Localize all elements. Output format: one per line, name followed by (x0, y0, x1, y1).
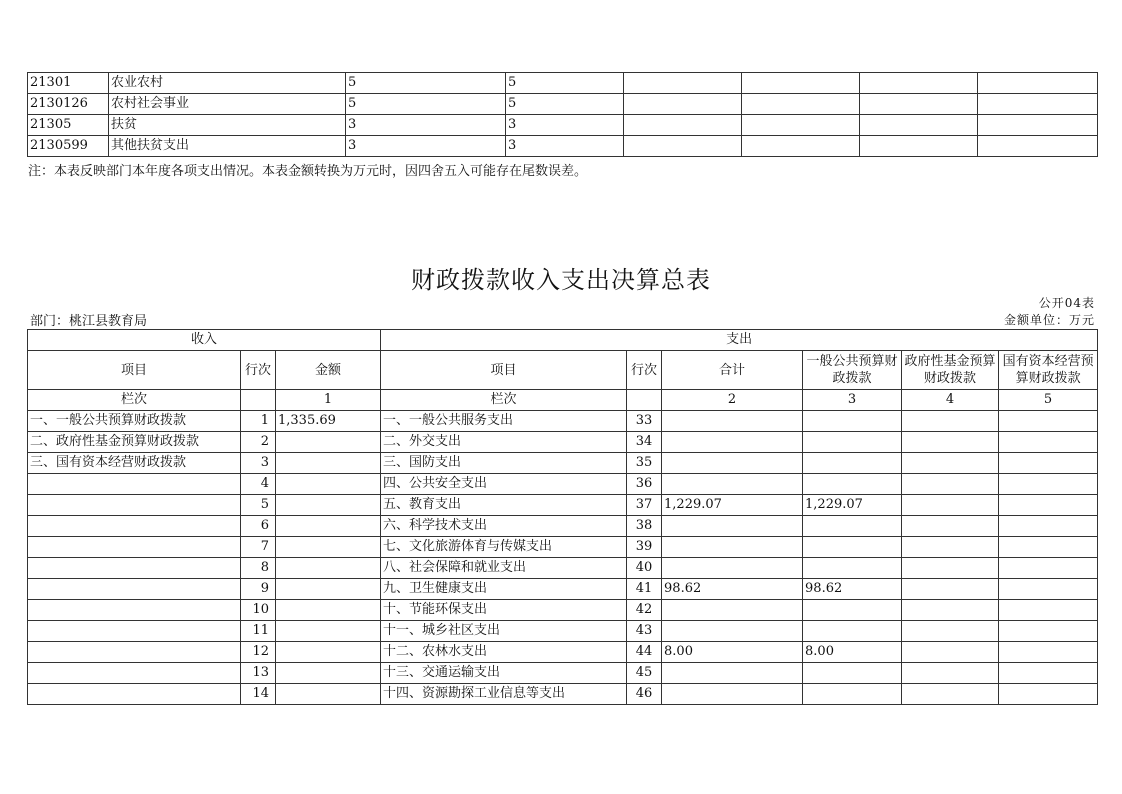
row-empty (860, 115, 978, 136)
expense-item: 九、卫生健康支出 (381, 579, 627, 600)
income-item (28, 621, 241, 642)
expense-state-capital (999, 474, 1098, 495)
income-amount (276, 663, 381, 684)
row-empty (624, 136, 742, 157)
expense-general-budget: 1,229.07 (803, 495, 902, 516)
table-row (28, 621, 1098, 642)
fiscal-summary-table (27, 329, 1098, 705)
row-name: 扶贫 (109, 115, 346, 136)
col-income-line: 行次 (241, 351, 276, 390)
expense-item: 十三、交通运输支出 (381, 663, 627, 684)
income-amount: 1,335.69 (276, 411, 381, 432)
col-general-budget: 一般公共预算财政拨款 (803, 351, 902, 390)
expense-gov-fund (902, 432, 999, 453)
lanci-3: 3 (803, 390, 902, 411)
table-row (28, 558, 1098, 579)
expense-line: 43 (627, 621, 662, 642)
expense-state-capital (999, 684, 1098, 705)
income-item (28, 600, 241, 621)
expense-gov-fund (902, 621, 999, 642)
income-item (28, 474, 241, 495)
lanci-4: 4 (902, 390, 999, 411)
row-empty (978, 136, 1098, 157)
expense-item: 六、科学技术支出 (381, 516, 627, 537)
expense-state-capital (999, 579, 1098, 600)
expense-gov-fund (902, 558, 999, 579)
row-value-1: 3 (346, 136, 506, 157)
row-name: 农业农村 (109, 73, 346, 94)
page-title: 财政拨款收入支出决算总表 (411, 266, 711, 294)
expense-line: 45 (627, 663, 662, 684)
row-value-1: 5 (346, 94, 506, 115)
income-amount (276, 495, 381, 516)
lanci-empty (627, 390, 662, 411)
expense-total: 1,229.07 (662, 495, 803, 516)
table-row (28, 411, 1098, 432)
expense-total (662, 453, 803, 474)
table-row (28, 136, 1098, 157)
income-line: 9 (241, 579, 276, 600)
expense-general-budget (803, 621, 902, 642)
expense-item: 一、一般公共服务支出 (381, 411, 627, 432)
row-empty (860, 94, 978, 115)
table-row (28, 474, 1098, 495)
expense-line: 35 (627, 453, 662, 474)
row-name: 农村社会事业 (109, 94, 346, 115)
expense-detail-table (27, 72, 1098, 157)
expense-gov-fund (902, 579, 999, 600)
income-line: 7 (241, 537, 276, 558)
expense-state-capital (999, 621, 1098, 642)
table-row (28, 579, 1098, 600)
income-amount (276, 642, 381, 663)
expense-general-budget: 8.00 (803, 642, 902, 663)
expense-state-capital (999, 600, 1098, 621)
income-line: 14 (241, 684, 276, 705)
expense-general-budget (803, 516, 902, 537)
expense-total (662, 432, 803, 453)
expense-line: 38 (627, 516, 662, 537)
table-row (28, 432, 1098, 453)
expense-total (662, 558, 803, 579)
row-empty (742, 136, 860, 157)
row-value-2: 5 (506, 73, 624, 94)
expense-general-budget (803, 600, 902, 621)
expense-item: 十二、农林水支出 (381, 642, 627, 663)
income-amount (276, 453, 381, 474)
column-header-row (28, 351, 1098, 390)
income-line: 4 (241, 474, 276, 495)
expense-total (662, 411, 803, 432)
expense-total (662, 474, 803, 495)
row-code: 21305 (28, 115, 109, 136)
income-item (28, 558, 241, 579)
expense-general-budget (803, 432, 902, 453)
expense-state-capital (999, 495, 1098, 516)
income-amount (276, 537, 381, 558)
expense-state-capital (999, 432, 1098, 453)
col-expense-line: 行次 (627, 351, 662, 390)
income-item (28, 537, 241, 558)
expense-gov-fund (902, 453, 999, 474)
expense-total (662, 621, 803, 642)
table-row (28, 537, 1098, 558)
income-item (28, 579, 241, 600)
expense-header: 支出 (381, 330, 1098, 351)
lanci-empty (241, 390, 276, 411)
expense-gov-fund (902, 411, 999, 432)
table-row (28, 516, 1098, 537)
expense-state-capital (999, 537, 1098, 558)
income-amount (276, 600, 381, 621)
income-amount (276, 516, 381, 537)
expense-general-budget (803, 558, 902, 579)
lanci-row (28, 390, 1098, 411)
income-item (28, 663, 241, 684)
expense-line: 42 (627, 600, 662, 621)
row-empty (978, 94, 1098, 115)
row-value-1: 5 (346, 73, 506, 94)
expense-item: 四、公共安全支出 (381, 474, 627, 495)
expense-line: 39 (627, 537, 662, 558)
table-row (28, 642, 1098, 663)
income-amount (276, 474, 381, 495)
income-line: 3 (241, 453, 276, 474)
expense-line: 33 (627, 411, 662, 432)
expense-total (662, 516, 803, 537)
expense-line: 36 (627, 474, 662, 495)
expense-item: 七、文化旅游体育与传媒支出 (381, 537, 627, 558)
income-line: 8 (241, 558, 276, 579)
income-item: 二、政府性基金预算财政拨款 (28, 432, 241, 453)
expense-gov-fund (902, 495, 999, 516)
row-value-2: 3 (506, 115, 624, 136)
table-row (28, 73, 1098, 94)
table-row (28, 115, 1098, 136)
table-note: 注：本表反映部门本年度各项支出情况。本表金额转换为万元时，因四舍五入可能存在尾数误差。 (28, 164, 588, 179)
income-line: 11 (241, 621, 276, 642)
expense-general-budget (803, 411, 902, 432)
income-header: 收入 (28, 330, 381, 351)
table-row (28, 684, 1098, 705)
income-amount (276, 621, 381, 642)
expense-total (662, 600, 803, 621)
expense-item: 十四、资源勘探工业信息等支出 (381, 684, 627, 705)
income-line: 5 (241, 495, 276, 516)
expense-general-budget (803, 474, 902, 495)
income-amount (276, 432, 381, 453)
expense-total: 8.00 (662, 642, 803, 663)
table-row (28, 453, 1098, 474)
expense-state-capital (999, 516, 1098, 537)
income-amount (276, 684, 381, 705)
row-value-1: 3 (346, 115, 506, 136)
row-empty (742, 73, 860, 94)
expense-general-budget (803, 537, 902, 558)
expense-item: 八、社会保障和就业支出 (381, 558, 627, 579)
row-empty (860, 73, 978, 94)
expense-general-budget (803, 453, 902, 474)
expense-gov-fund (902, 663, 999, 684)
table-row (28, 600, 1098, 621)
expense-total (662, 684, 803, 705)
expense-general-budget (803, 663, 902, 684)
col-income-amount: 金额 (276, 351, 381, 390)
expense-state-capital (999, 411, 1098, 432)
row-empty (978, 115, 1098, 136)
income-line: 1 (241, 411, 276, 432)
expense-line: 46 (627, 684, 662, 705)
income-item (28, 684, 241, 705)
expense-total (662, 663, 803, 684)
expense-gov-fund (902, 684, 999, 705)
expense-state-capital (999, 453, 1098, 474)
row-empty (742, 94, 860, 115)
income-line: 10 (241, 600, 276, 621)
income-amount (276, 558, 381, 579)
row-empty (860, 136, 978, 157)
expense-general-budget: 98.62 (803, 579, 902, 600)
row-empty (978, 73, 1098, 94)
row-code: 2130126 (28, 94, 109, 115)
income-item (28, 642, 241, 663)
amount-unit-label: 金额单位：万元 (1003, 313, 1095, 327)
col-income-item: 项目 (28, 351, 241, 390)
expense-line: 40 (627, 558, 662, 579)
expense-item: 十、节能环保支出 (381, 600, 627, 621)
income-line: 6 (241, 516, 276, 537)
section-header-row (28, 330, 1098, 351)
row-empty (624, 94, 742, 115)
expense-item: 三、国防支出 (381, 453, 627, 474)
row-code: 21301 (28, 73, 109, 94)
table-row (28, 495, 1098, 516)
expense-gov-fund (902, 600, 999, 621)
expense-state-capital (999, 558, 1098, 579)
row-name: 其他扶贫支出 (109, 136, 346, 157)
expense-gov-fund (902, 642, 999, 663)
income-item (28, 495, 241, 516)
income-item: 三、国有资本经营财政拨款 (28, 453, 241, 474)
expense-state-capital (999, 663, 1098, 684)
expense-line: 37 (627, 495, 662, 516)
col-total: 合计 (662, 351, 803, 390)
expense-line: 34 (627, 432, 662, 453)
department-label: 部门：桃江县教育局 (30, 314, 148, 329)
expense-item: 二、外交支出 (381, 432, 627, 453)
lanci-5: 5 (999, 390, 1098, 411)
expense-item: 五、教育支出 (381, 495, 627, 516)
income-amount (276, 579, 381, 600)
col-expense-item: 项目 (381, 351, 627, 390)
expense-item: 十一、城乡社区支出 (381, 621, 627, 642)
expense-total (662, 537, 803, 558)
expense-gov-fund (902, 474, 999, 495)
expense-line: 41 (627, 579, 662, 600)
income-line: 13 (241, 663, 276, 684)
expense-line: 44 (627, 642, 662, 663)
income-item: 一、一般公共预算财政拨款 (28, 411, 241, 432)
lanci-1: 1 (276, 390, 381, 411)
row-empty (624, 115, 742, 136)
col-gov-fund: 政府性基金预算财政拨款 (902, 351, 999, 390)
table-row (28, 94, 1098, 115)
lanci-exp-label: 栏次 (381, 390, 627, 411)
table-row (28, 663, 1098, 684)
form-code: 公开04表 (1038, 296, 1095, 310)
expense-state-capital (999, 642, 1098, 663)
expense-gov-fund (902, 516, 999, 537)
expense-total: 98.62 (662, 579, 803, 600)
expense-general-budget (803, 684, 902, 705)
lanci-2: 2 (662, 390, 803, 411)
col-state-capital: 国有资本经营预算财政拨款 (999, 351, 1098, 390)
expense-gov-fund (902, 537, 999, 558)
row-empty (742, 115, 860, 136)
income-line: 2 (241, 432, 276, 453)
income-item (28, 516, 241, 537)
lanci-label: 栏次 (28, 390, 241, 411)
row-value-2: 5 (506, 94, 624, 115)
income-line: 12 (241, 642, 276, 663)
row-code: 2130599 (28, 136, 109, 157)
row-empty (624, 73, 742, 94)
row-value-2: 3 (506, 136, 624, 157)
